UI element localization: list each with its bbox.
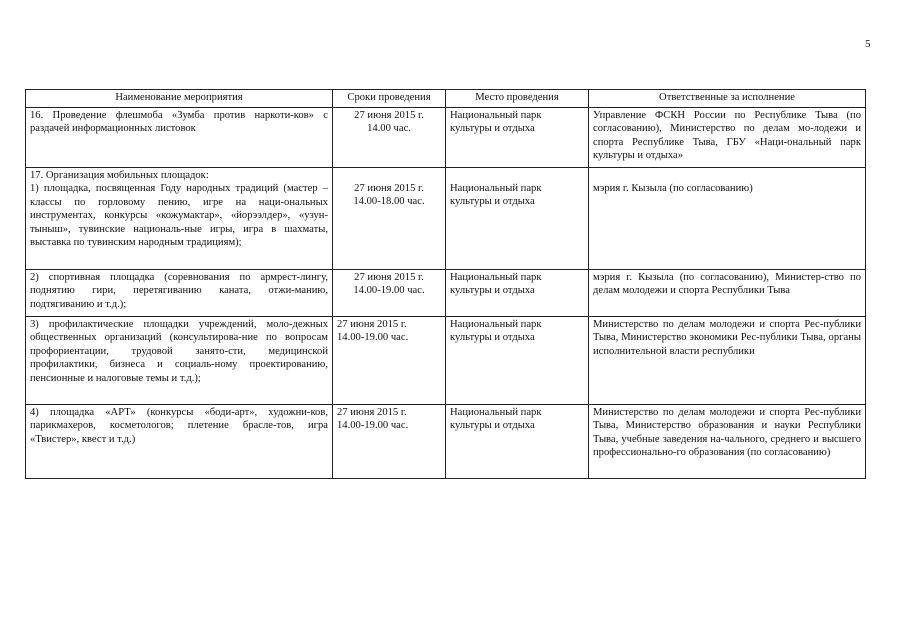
table-row <box>26 317 866 405</box>
event-responsible: Министерство по делам молодежи и спорта Рес-публики Тыва, Министерство образования и науки Республики Тыва, учебные заведения на-чального, среднего и высшего профессионально-го образования (по согласованию) <box>589 405 866 479</box>
event-date-time: 14.00-18.00 час. <box>353 196 425 208</box>
table-row <box>26 168 866 270</box>
event-name: 3) профилактические площадки учреждений, моло-дежных общественных организаций (консультирова-ние по вопросам профориентации, трудовой занято-сти, медицинской профилактики, бизнеса и социаль-ному проектированию, пенсионные и налоговые темы и т.д.); <box>26 317 333 405</box>
event-date-day: 27 июня 2015 г. <box>354 183 424 194</box>
event-responsible: Управление ФСКН России по Республике Тыва (по согласованию), Министерство по делам мо-лодежи и спорта Республике Тыва, ГБУ «Наци-ональный парк культуры и отдыха» <box>589 108 866 168</box>
event-date <box>333 108 446 168</box>
events-table <box>25 89 866 479</box>
event-name <box>26 168 333 270</box>
event-responsible: Министерство по делам молодежи и спорта Рес-публики Тыва, Министерство экономики Рес-публики Тыва, органы исполнительной власти республики <box>589 317 866 405</box>
page-number: 5 <box>865 38 871 50</box>
event-place: Национальный парк культуры и отдыха <box>446 317 589 405</box>
event-responsible: мэрия г. Кызыла (по согласованию) <box>589 168 866 270</box>
event-date-day: 27 июня 2015 г. <box>337 407 407 418</box>
event-place: Национальный парк культуры и отдыха <box>446 405 589 479</box>
event-date-day: 27 июня 2015 г. <box>354 272 424 283</box>
header-dates: Сроки проведения <box>333 90 446 108</box>
event-date-time: 14.00-19.00 час. <box>337 420 409 432</box>
event-place: Национальный парк культуры и отдыха <box>446 168 589 270</box>
event-place: Национальный парк культуры и отдыха <box>446 270 589 317</box>
table-row <box>26 405 866 479</box>
event-name-body: 1) площадка, посвященная Году народных традиций (мастер – классы по горловому пению, игре на наци-ональных инструментах, конкурсы «кожумактар», «йорээлдер», «узун-тыныш», тувинские националь-ные игры, игра в шахматы, выставка по тувинским народным традициям); <box>30 183 328 249</box>
event-name: 16. Проведение флешмоба «Зумба против наркоти-ков» с раздачей информационных листовок <box>26 108 333 168</box>
event-date-time: 14.00-19.00 час. <box>337 332 409 344</box>
event-date <box>333 317 446 405</box>
event-date-time: 14.00 час. <box>367 123 411 135</box>
event-date-day: 27 июня 2015 г. <box>337 319 407 330</box>
header-event-name: Наименование мероприятия <box>26 90 333 108</box>
header-place: Место проведения <box>446 90 589 108</box>
event-name: 4) площадка «АРТ» (конкурсы «боди-арт», художни-ков, парикмахеров, косметологов; плетение брасле-тов, игра «Твистер», квест и т.д.) <box>26 405 333 479</box>
event-date-day: 27 июня 2015 г. <box>354 110 424 121</box>
table-header-row <box>26 90 866 108</box>
event-date <box>333 270 446 317</box>
event-responsible: мэрия г. Кызыла (по согласованию), Министер-ство по делам молодежи и спорта Республики Тыва <box>589 270 866 317</box>
event-date <box>333 168 446 270</box>
event-date <box>333 405 446 479</box>
header-responsible: Ответственные за исполнение <box>589 90 866 108</box>
event-name: 2) спортивная площадка (соревнования по армрест-лингу, поднятию гири, перетягиванию каната, отжи-манию, подтягиванию и т.д.); <box>26 270 333 317</box>
table-row <box>26 108 866 168</box>
table-row <box>26 270 866 317</box>
event-date-time: 14.00-19.00 час. <box>353 285 425 297</box>
event-place: Национальный парк культуры и отдыха <box>446 108 589 168</box>
event-name-heading: 17. Организация мобильных площадок: <box>30 170 209 181</box>
